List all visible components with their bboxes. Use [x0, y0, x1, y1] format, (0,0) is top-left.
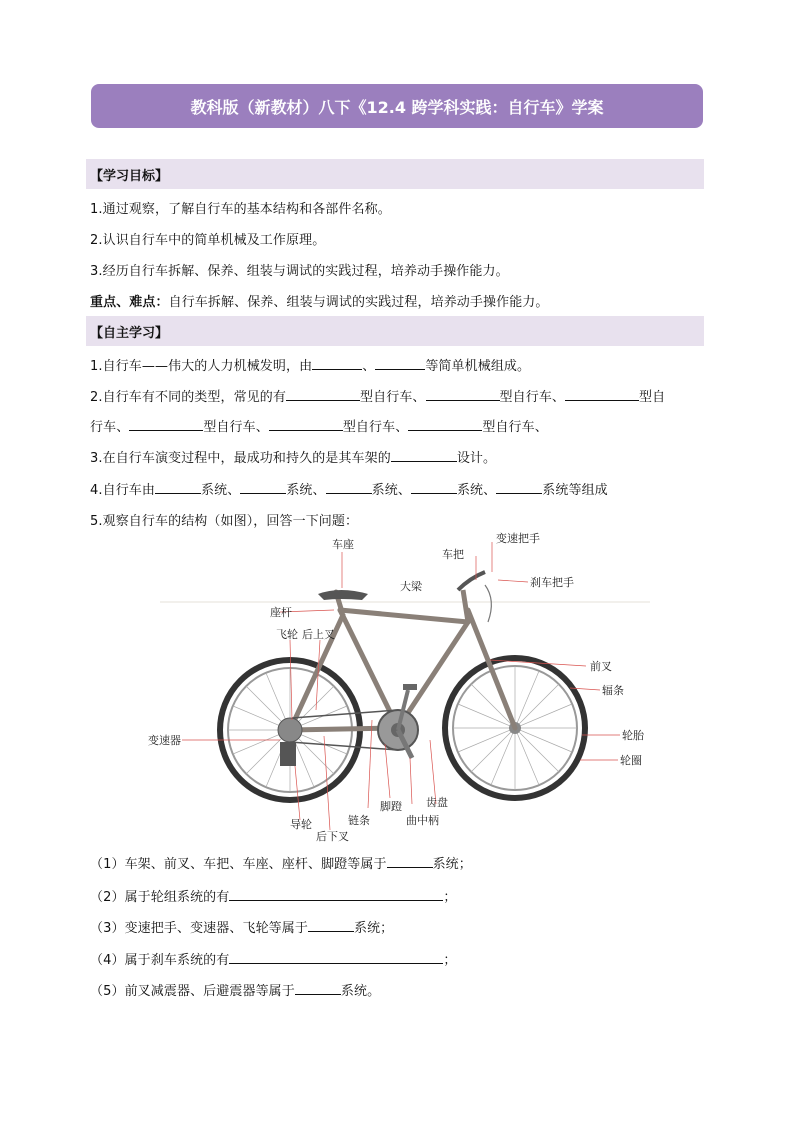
answer-blank[interactable] — [229, 950, 443, 964]
q4-text: 4.自行车由 — [90, 483, 156, 498]
label-spoke: 辐条 — [602, 684, 624, 697]
sub-end: ； — [443, 953, 457, 968]
label-chain: 链条 — [348, 814, 370, 827]
q2-type: 型自行车、 — [342, 420, 409, 435]
label-brake-lever: 刹车把手 — [530, 576, 574, 589]
q1-sep: 、 — [362, 359, 376, 374]
sub-end: 系统； — [353, 921, 394, 936]
label-shifter: 变速把手 — [496, 532, 540, 545]
stem — [463, 590, 468, 622]
answer-blank[interactable] — [375, 356, 425, 370]
answer-blank[interactable] — [411, 480, 457, 494]
answer-blank[interactable] — [155, 480, 201, 494]
q1-text: 1.自行车——伟大的人力机械发明，由 — [90, 359, 313, 374]
sub-text: （4）属于刹车系统的有 — [90, 953, 230, 968]
q4-sys: 系统、 — [286, 483, 326, 498]
answer-blank[interactable] — [565, 387, 639, 401]
derailleur — [280, 742, 296, 766]
sub-question-3 — [90, 917, 393, 936]
sub-text: （3）变速把手、变速器、飞轮等属于 — [90, 921, 308, 936]
q3-text: 3.在自行车演变过程中，最成功和持久的是其车架的 — [90, 451, 391, 466]
label-seat-stay: 后上叉 — [302, 628, 335, 641]
sub-end: 系统； — [432, 857, 472, 872]
objective-item: 3.经历自行车拆解、保养、组装与调试的实践过程，培养动手操作能力。 — [90, 264, 509, 279]
seat — [318, 590, 368, 600]
q4-sys: 系统、 — [456, 483, 497, 498]
section-heading-objectives: 【学习目标】 — [86, 159, 704, 189]
label-derailleur: 变速器 — [148, 734, 181, 747]
answer-blank[interactable] — [426, 387, 500, 401]
label-guide: 导轮 — [290, 818, 312, 831]
label-top-tube: 大梁 — [400, 580, 422, 593]
key-text: 自行车拆解、保养、组装与调试的实践过程，培养动手操作能力。 — [168, 295, 549, 310]
label-seat: 车座 — [332, 538, 354, 551]
question-3 — [90, 447, 496, 466]
sub-question-5 — [90, 980, 380, 999]
freewheel — [278, 718, 302, 742]
answer-blank[interactable] — [269, 417, 343, 431]
answer-blank[interactable] — [295, 981, 341, 995]
label-rim: 轮圈 — [620, 754, 642, 767]
q4-end: 系统等组成 — [542, 483, 608, 498]
label-freewheel: 飞轮 — [276, 628, 298, 641]
sub-text: （2）属于轮组系统的有 — [90, 890, 230, 905]
answer-blank[interactable] — [326, 480, 372, 494]
page-title: 教科版（新教材）八下《12.4 跨学科实践：自行车》学案 — [91, 84, 703, 128]
sub-question-4 — [90, 949, 456, 968]
answer-blank[interactable] — [129, 417, 203, 431]
objective-item: 1.通过观察，了解自行车的基本结构和各部件名称。 — [90, 202, 391, 217]
answer-blank[interactable] — [240, 480, 286, 494]
question-2-cont — [90, 416, 548, 435]
label-pedal: 脚蹬 — [380, 800, 402, 813]
label-handlebar: 车把 — [442, 548, 464, 561]
question-4 — [90, 479, 608, 498]
key-points — [90, 291, 549, 310]
pedal — [403, 684, 417, 690]
answer-blank[interactable] — [312, 356, 362, 370]
q2-text: 2.自行车有不同的类型，常见的有 — [90, 390, 287, 405]
label-fork: 前叉 — [590, 660, 612, 673]
label-seat-post: 座杆 — [270, 606, 292, 619]
bicycle-diagram — [140, 530, 660, 850]
q1-end: 等简单机械组成。 — [425, 359, 531, 374]
answer-blank[interactable] — [391, 448, 457, 462]
sub-text: （1）车架、前叉、车把、车座、座杆、脚蹬等属于 — [90, 857, 387, 872]
answer-blank[interactable] — [308, 918, 354, 932]
handlebar — [458, 572, 485, 590]
q2-type-end: 型自 — [639, 390, 666, 405]
answer-blank[interactable] — [496, 480, 542, 494]
q4-sys: 系统、 — [201, 483, 241, 498]
q3-end: 设计。 — [456, 451, 497, 466]
question-1 — [90, 355, 530, 374]
label-tire: 轮胎 — [622, 729, 644, 742]
label-chain-stay: 后下叉 — [316, 830, 349, 843]
key-label: 重点、难点： — [90, 295, 169, 310]
answer-blank[interactable] — [387, 854, 433, 868]
question-2 — [90, 386, 665, 405]
q4-sys: 系统、 — [371, 483, 411, 498]
label-crank: 曲中柄 — [406, 814, 439, 827]
q2-type: 型自行车、 — [360, 390, 426, 405]
q2-type: 型自行车、 — [203, 420, 269, 435]
sub-question-1 — [90, 853, 472, 872]
answer-blank[interactable] — [229, 887, 443, 901]
section-heading-selfstudy: 【自主学习】 — [86, 316, 704, 346]
sub-text: （5）前叉减震器、后避震器等属于 — [90, 984, 295, 999]
sub-end: 系统。 — [340, 984, 381, 999]
q2-type: 型自行车、 — [482, 420, 548, 435]
sub-question-2 — [90, 886, 456, 905]
answer-blank[interactable] — [408, 417, 482, 431]
q2-cont: 行车、 — [90, 420, 130, 435]
brake-cable — [485, 585, 491, 622]
question-5: 5.观察自行车的结构（如图），回答一下问题： — [90, 514, 359, 529]
sub-end: ； — [443, 890, 457, 905]
objective-item: 2.认识自行车中的简单机械及工作原理。 — [90, 233, 326, 248]
q2-type: 型自行车、 — [499, 390, 566, 405]
answer-blank[interactable] — [286, 387, 360, 401]
label-chainring: 齿盘 — [426, 796, 448, 809]
